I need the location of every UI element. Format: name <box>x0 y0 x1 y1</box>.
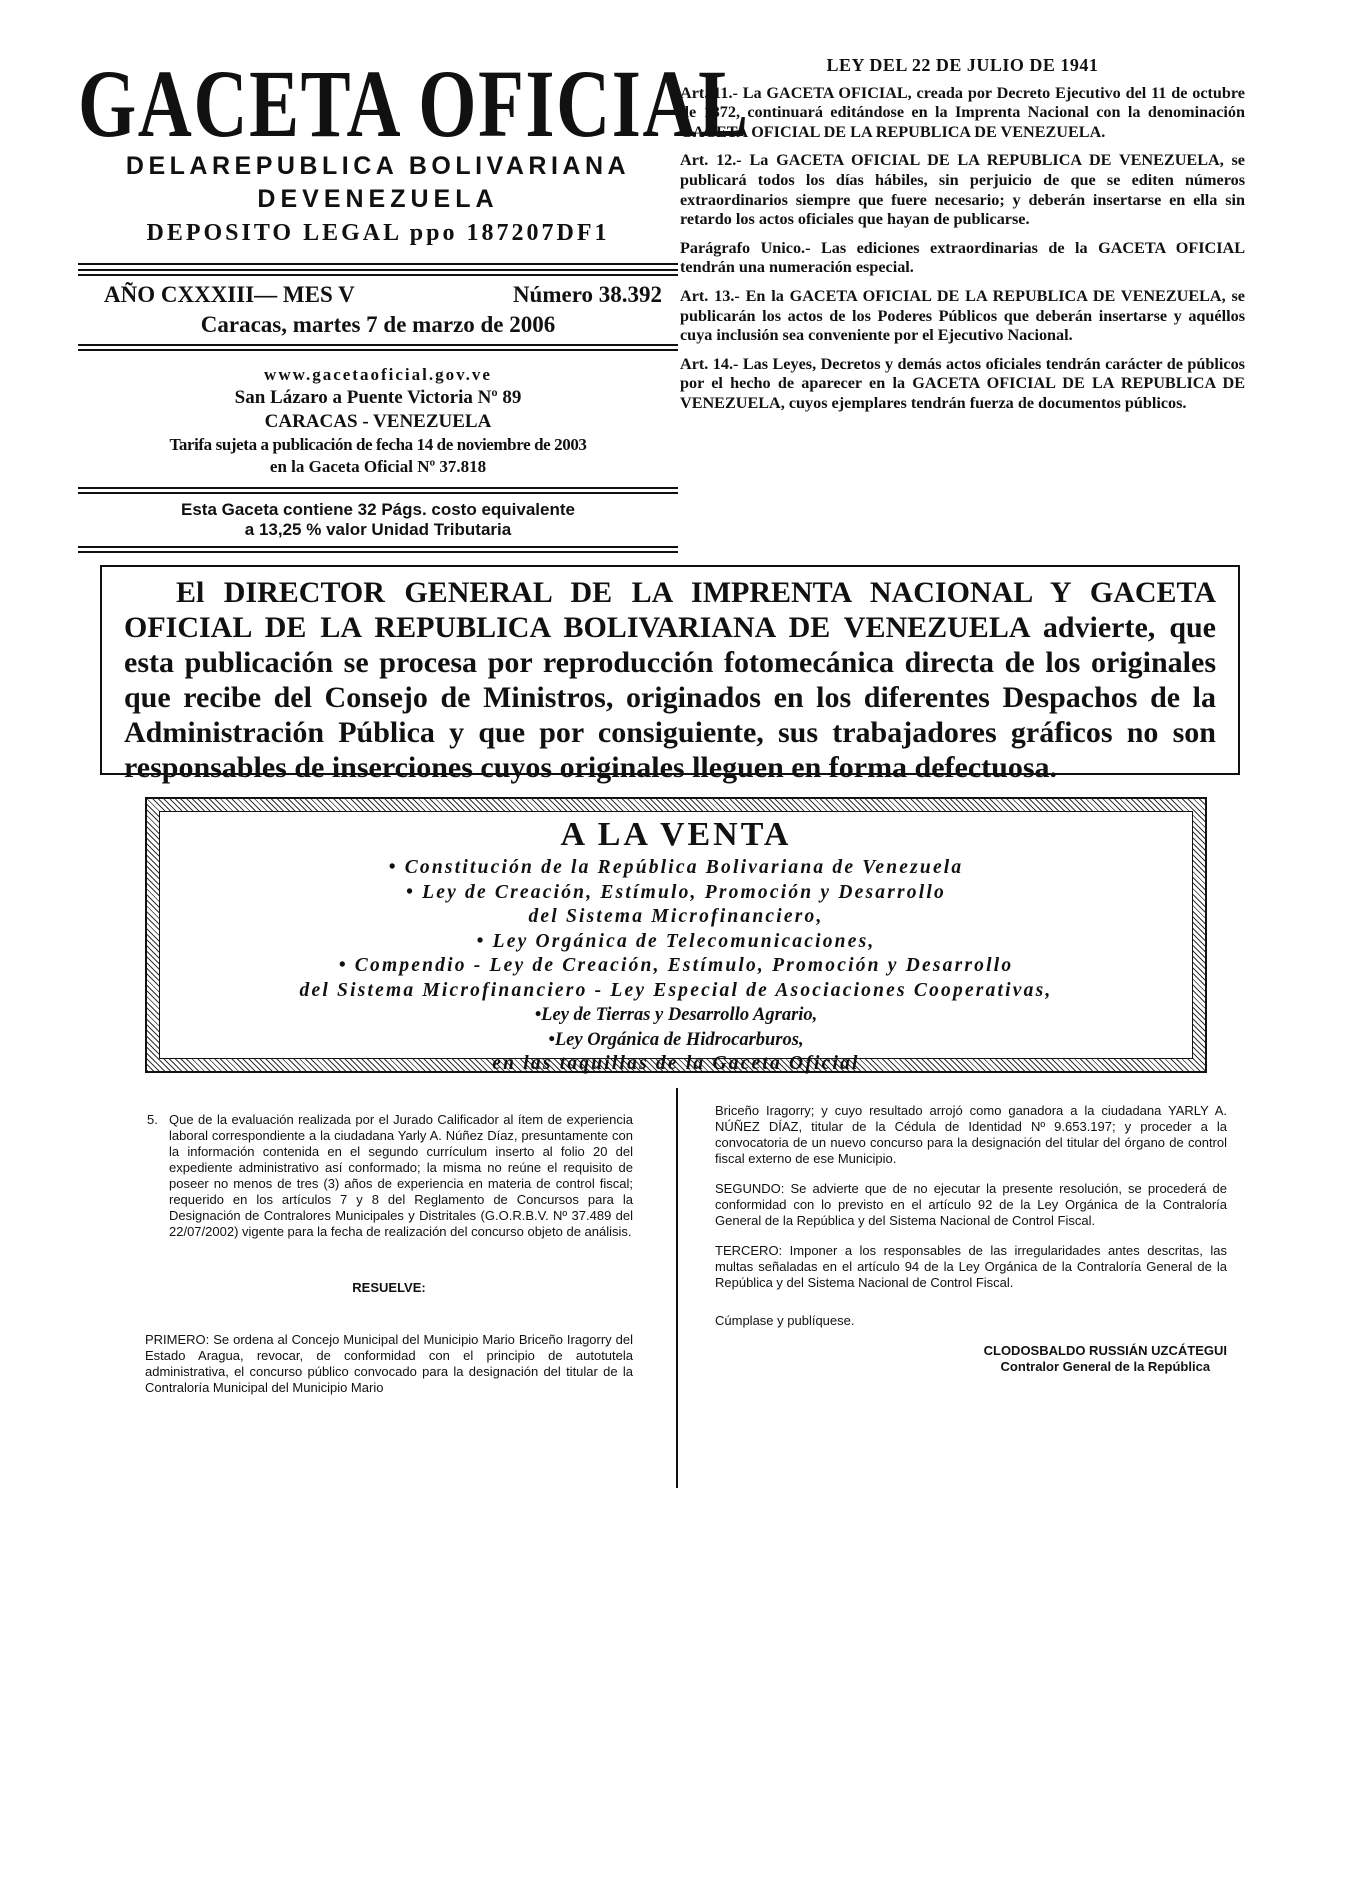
item-number: 5. <box>147 1112 158 1127</box>
masthead <box>78 50 750 553</box>
deposito-legal: DEPOSITO LEGAL ppo 187207DF1 <box>146 220 610 246</box>
tarifa-line-1: Tarifa sujeta a publicación de fecha 14 de noviembre de 2003 <box>169 435 587 454</box>
for-sale-title: A LA VENTA <box>560 816 792 853</box>
left-column <box>145 1112 633 1410</box>
divider <box>78 487 678 494</box>
director-notice-box <box>100 565 1240 784</box>
issue-number: Número 38.392 <box>512 282 662 307</box>
divider <box>78 344 678 351</box>
tercero-paragraph: TERCERO: Imponer a los responsables de las irregularidades antes descritas, las multas señaladas en el artículo 94 de la Ley Orgánica de la Contraloría General de la República y del Sistema Nacional de Control Fiscal. <box>715 1243 1227 1290</box>
for-sale-item: •Ley Orgánica de Hidrocarburos, <box>548 1029 804 1050</box>
issue-info <box>104 282 662 308</box>
segundo-paragraph: SEGUNDO: Se advierte que de no ejecutar la presente resolución, se procederá de conformidad con lo previsto en el artículo 92 de la Ley Orgánica de la Contraloría General de la República y del Sistema Nacional de Control Fiscal. <box>715 1181 1227 1228</box>
pages-cost-line-2: a 13,25 % valor Unidad Tributaria <box>244 520 512 539</box>
for-sale-items <box>160 856 1192 1077</box>
city: CARACAS - VENEZUELA <box>264 411 492 432</box>
divider <box>78 546 678 553</box>
law-title: LEY DEL 22 DE JULIO DE 1941 <box>826 55 1099 75</box>
for-sale-item: •Ley de Tierras y Desarrollo Agrario, <box>534 1005 818 1025</box>
cumplase-line: Cúmplase y publíquese. <box>715 1313 855 1328</box>
continuation-paragraph: Briceño Iragorry; y cuyo resultado arrojó como ganadora a la ciudadana YARLY A. NÚÑEZ DÍAZ, titular de la Cédula de Identidad Nº 9.653.197; y proceder a la convocatoria de un nuevo concurso para la designación del titular del órgano de control fiscal externo de ese Municipio. <box>715 1103 1227 1166</box>
for-sale-item: del Sistema Microfinanciero, <box>528 906 824 927</box>
divider <box>78 263 678 265</box>
for-sale-footer: en las taquillas de la Gaceta Oficial <box>492 1053 860 1074</box>
article-12: Art. 12.- La GACETA OFICIAL DE LA REPUBLICA DE VENEZUELA, se publicará todos los días hábiles, sin perjuicio de que se editen números extraordinarios siempre que fuere necesario; y deberán insertarse en ella sin retardo los actos oficiales que hayan de publicarse. <box>680 151 1245 229</box>
law-column <box>680 56 1245 423</box>
for-sale-inner <box>159 811 1193 1074</box>
tarifa-line-2: en la Gaceta Oficial Nº 37.818 <box>269 457 487 476</box>
subtitle-republica: DELAREPUBLICA BOLIVARIANA <box>125 152 631 180</box>
issue-date: Caracas, martes 7 de marzo de 2006 <box>200 312 556 337</box>
for-sale-box <box>145 797 1207 1073</box>
article-13: Art. 13.- En la GACETA OFICIAL DE LA REPUBLICA DE VENEZUELA, se publicarán los actos de los Poderes Públicos que deberán insertarse y aquéllos cuya inclusión sea conveniente por el Ejecutivo Nacional. <box>680 286 1245 345</box>
subtitle-venezuela: DEVENEZUELA <box>257 185 499 213</box>
signature-block <box>715 1343 1227 1375</box>
website: www.gacetaoficial.gov.ve <box>264 365 492 384</box>
considerando-5-text: Que de la evaluación realizada por el Jurado Calificador al ítem de experiencia laboral correspondiente a la ciudadana Yarly A. Núñez Díaz, presuntamente con la información contenida en el segundo currículum inserto al folio 20 del expediente administrativo así conformado; la misma no reúne el requisito de poseer no menos de tres (3) años de experiencia en materia de control fiscal; requerido en los artículos 7 y 8 del Reglamento de Concursos para la Designación de Contralores Municipales y Distritales (G.O.R.B.V. Nº 37.489 del 22/07/2002) vigente para la fecha de realización del concurso objeto de análisis. <box>169 1112 633 1239</box>
signatory-title: Contralor General de la República <box>1000 1359 1211 1374</box>
pages-cost-line-1: Esta Gaceta contiene 32 Págs. costo equivalente <box>181 500 575 519</box>
director-notice-text: El DIRECTOR GENERAL DE LA IMPRENTA NACIONAL Y GACETA OFICIAL DE LA REPUBLICA BOLIVARIANA DE VENEZUELA advierte, que esta publicación se procesa por reproducción fotomecánica directa de los originales que recibe del Consejo de Ministros, originados en los diferentes Despachos de la Administración Pública y que por consiguiente, sus trabajadores gráficos no son responsables de inserciones cuyos originales lleguen en forma defectuosa. <box>124 576 1216 784</box>
newspaper-title: GACETA OFICIAL <box>78 50 750 157</box>
for-sale-item: • Compendio - Ley de Creación, Estímulo, Promoción y Desarrollo <box>338 955 1014 976</box>
for-sale-item: • Ley de Creación, Estímulo, Promoción y Desarrollo <box>406 881 946 903</box>
signatory-name: CLODOSBALDO RUSSIÁN UZCÁTEGUI <box>983 1343 1227 1358</box>
for-sale-item: • Ley Orgánica de Telecomunicaciones, <box>476 930 876 952</box>
for-sale-item: • Constitución de la República Bolivariana de Venezuela <box>388 857 964 878</box>
for-sale-item: del Sistema Microfinanciero - Ley Especial de Asociaciones Cooperativas, <box>299 979 1053 1001</box>
resuelve-heading: RESUELVE: <box>352 1280 426 1295</box>
issue-year-month: AÑO CXXXIII— MES V <box>104 282 355 307</box>
considerando-5 <box>145 1112 633 1240</box>
article-14: Art. 14.- Las Leyes, Decretos y demás actos oficiales tendrán carácter de públicos por el hecho de aparecer en la GACETA OFICIAL DE LA REPUBLICA DE VENEZUELA, cuyos ejemplares tendrán fuerza de documentos públicos. <box>680 354 1245 412</box>
primero-paragraph: PRIMERO: Se ordena al Concejo Municipal del Municipio Mario Briceño Iragorry del Estado Aragua, revocar, de conformidad con el principio de autotutela administrativa, el concurso público convocado para la designación del titular de la Contraloría Municipal del Municipio Mario <box>145 1332 633 1395</box>
address: San Lázaro a Puente Victoria Nº 89 <box>234 387 522 408</box>
column-divider <box>676 1088 678 1488</box>
right-column <box>715 1103 1227 1375</box>
divider <box>78 269 678 276</box>
article-11: Art. 11.- La GACETA OFICIAL, creada por Decreto Ejecutivo del 11 de octubre de 1872, continuará editándose en la Imprenta Nacional con la denominación GACETA OFICIAL DE LA REPUBLICA DE VENEZUELA. <box>680 83 1245 141</box>
paragrafo-unico: Parágrafo Unico.- Las ediciones extraordinarias de la GACETA OFICIAL tendrán una numeración especial. <box>680 238 1245 277</box>
